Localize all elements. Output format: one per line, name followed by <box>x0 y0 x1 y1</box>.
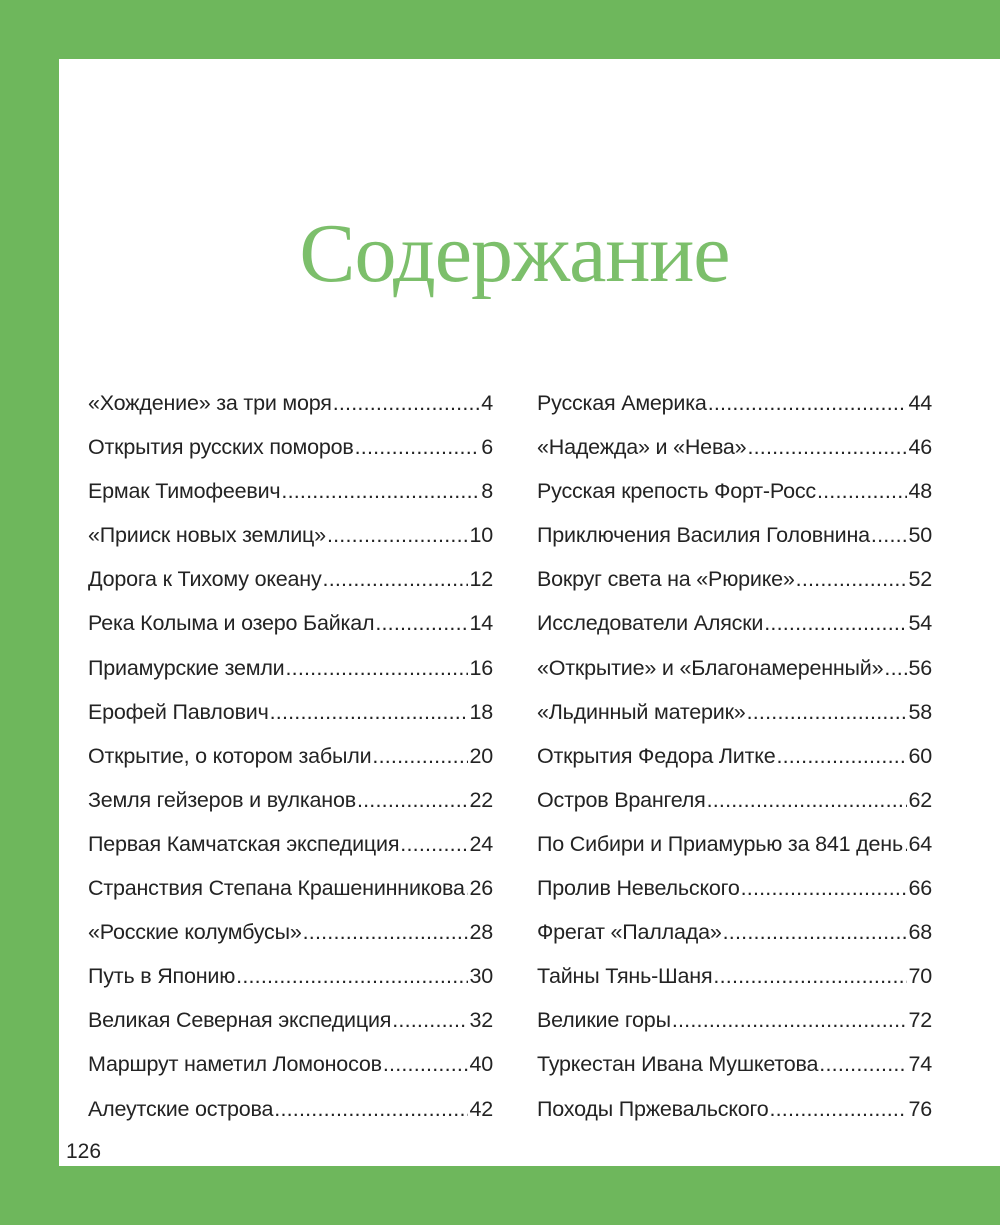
toc-entry <box>537 650 932 694</box>
toc-entry-page: 56 <box>908 655 932 680</box>
toc-entry-label: Алеутские острова <box>88 1096 274 1121</box>
toc-entry-page: 16 <box>469 655 493 680</box>
toc-entry-label: Туркестан Ивана Мушкетова <box>537 1052 819 1077</box>
toc-entry-label: «Открытие» и «Благонамеренный» <box>537 655 884 680</box>
toc-entry <box>537 826 932 870</box>
toc-leader-dots <box>323 567 469 592</box>
toc-entry <box>88 782 493 826</box>
toc-entry-page: 72 <box>908 1008 932 1033</box>
table-of-contents <box>88 385 932 1135</box>
toc-leader-dots <box>270 700 469 725</box>
toc-entry-label: Походы Пржевальского <box>537 1096 769 1121</box>
toc-leader-dots <box>327 523 469 548</box>
toc-entry-page: 26 <box>469 876 493 901</box>
toc-entry-label: «Надежда» и «Нева» <box>537 435 747 460</box>
toc-entry-label: Земля гейзеров и вулканов <box>88 787 356 812</box>
toc-entry-page: 20 <box>469 743 493 768</box>
toc-leader-dots <box>672 1008 908 1033</box>
toc-entry-label: Тайны Тянь-Шаня <box>537 964 713 989</box>
toc-entry-page: 40 <box>469 1052 493 1077</box>
toc-entry-label: Дорога к Тихому океану <box>88 567 322 592</box>
toc-entry <box>88 826 493 870</box>
toc-entry-page: 68 <box>908 920 932 945</box>
toc-entry-label: Маршрут наметил Ломоносов <box>88 1052 382 1077</box>
toc-entry <box>88 958 493 1002</box>
toc-leader-dots <box>281 479 480 504</box>
toc-leader-dots <box>355 435 481 460</box>
toc-entry <box>88 385 493 429</box>
toc-entry-label: Русская крепость Форт-Росс <box>537 479 816 504</box>
toc-entry <box>88 650 493 694</box>
toc-entry-page: 60 <box>908 743 932 768</box>
toc-entry-page: 12 <box>469 567 493 592</box>
toc-leader-dots <box>357 788 469 813</box>
toc-entry-page: 6 <box>481 435 493 460</box>
folio-page-number: 126 <box>66 1140 102 1163</box>
toc-entry-label: Путь в Японию <box>88 964 236 989</box>
toc-leader-dots <box>303 920 469 945</box>
contents-page <box>59 59 1000 1166</box>
toc-entry-label: Пролив Невельского <box>537 876 740 901</box>
toc-leader-dots <box>871 523 908 548</box>
toc-entry-label: Открытия русских поморов <box>88 435 354 460</box>
page-title: Содержание <box>299 207 730 300</box>
toc-leader-dots <box>274 1097 468 1122</box>
toc-entry <box>537 473 932 517</box>
toc-entry <box>537 694 932 738</box>
toc-entry-page: 52 <box>908 567 932 592</box>
toc-entry-label: Великие горы <box>537 1008 671 1033</box>
toc-entry-label: Исследователи Аляски <box>537 611 764 636</box>
toc-entry <box>88 605 493 649</box>
toc-leader-dots <box>333 391 481 416</box>
toc-entry <box>537 517 932 561</box>
toc-entry-label: «Льдинный материк» <box>537 699 746 724</box>
toc-entry <box>88 1002 493 1046</box>
toc-entry <box>88 517 493 561</box>
toc-entry-page: 70 <box>908 964 932 989</box>
toc-leader-dots <box>723 920 908 945</box>
toc-leader-dots <box>236 964 468 989</box>
toc-entry-label: Вокруг света на «Рюрике» <box>537 567 795 592</box>
toc-leader-dots <box>707 788 908 813</box>
toc-entry-page: 4 <box>481 391 493 415</box>
toc-entry-label: Река Колыма и озеро Байкал <box>88 611 375 636</box>
toc-entry-label: Русская Америка <box>537 391 707 415</box>
toc-entry <box>537 914 932 958</box>
toc-leader-dots <box>884 656 907 681</box>
toc-entry <box>537 870 932 914</box>
toc-entry <box>537 782 932 826</box>
toc-entry-page: 42 <box>469 1096 493 1121</box>
toc-entry-page: 74 <box>908 1052 932 1077</box>
toc-entry-label: «Прииск новых землиц» <box>88 523 326 548</box>
toc-entry-label: Приключения Василия Головнина <box>537 523 870 548</box>
toc-entry <box>88 738 493 782</box>
toc-entry-label: «Росские колумбусы» <box>88 920 302 945</box>
toc-entry <box>88 429 493 473</box>
toc-entry <box>88 473 493 517</box>
toc-leader-dots <box>383 1052 469 1077</box>
toc-entry-page: 14 <box>469 611 493 636</box>
toc-leader-dots <box>769 1097 907 1122</box>
toc-entry-label: Остров Врангеля <box>537 787 706 812</box>
toc-entry-page: 30 <box>469 964 493 989</box>
toc-entry <box>537 738 932 782</box>
toc-entry-label: Открытия Федора Литке <box>537 743 776 768</box>
toc-leader-dots <box>713 964 907 989</box>
toc-leader-dots <box>375 611 468 636</box>
toc-entry-page: 44 <box>908 391 932 415</box>
toc-entry <box>537 605 932 649</box>
toc-entry-label: Великая Северная экспедиция <box>88 1008 392 1033</box>
toc-entry-label: По Сибири и Приамурью за 841 день <box>537 831 903 856</box>
toc-entry-label: Первая Камчатская экспедиция <box>88 831 400 856</box>
toc-entry-page: 48 <box>908 479 932 504</box>
toc-entry-page: 8 <box>481 479 493 504</box>
toc-entry <box>88 561 493 605</box>
toc-entry-page: 32 <box>469 1008 493 1033</box>
toc-entry <box>537 1091 932 1135</box>
toc-leader-dots <box>285 656 468 681</box>
toc-entry <box>537 958 932 1002</box>
toc-entry-page: 24 <box>469 831 493 856</box>
toc-entry-page: 66 <box>908 876 932 901</box>
toc-entry-page: 46 <box>908 435 932 460</box>
toc-entry-page: 28 <box>469 920 493 945</box>
toc-entry-page: 58 <box>908 699 932 724</box>
toc-leader-dots <box>817 479 908 504</box>
toc-column-right <box>537 385 932 1135</box>
toc-leader-dots <box>776 744 907 769</box>
toc-leader-dots <box>741 876 908 901</box>
toc-entry <box>88 694 493 738</box>
toc-entry-label: Фрегат «Паллада» <box>537 920 722 945</box>
toc-entry-page: 64 <box>908 831 932 856</box>
toc-entry <box>537 1002 932 1046</box>
toc-entry-page: 18 <box>469 699 493 724</box>
toc-entry <box>88 1046 493 1090</box>
toc-entry-page: 54 <box>908 611 932 636</box>
toc-entry <box>88 870 493 914</box>
toc-leader-dots <box>764 611 907 636</box>
toc-entry-label: Странствия Степана Крашенинникова <box>88 876 465 901</box>
toc-leader-dots <box>819 1052 907 1077</box>
toc-entry <box>537 429 932 473</box>
toc-entry-label: Открытие, о котором забыли <box>88 743 372 768</box>
toc-entry <box>537 1046 932 1090</box>
toc-entry <box>88 914 493 958</box>
toc-entry-label: Ермак Тимофеевич <box>88 479 281 504</box>
toc-leader-dots <box>466 876 469 901</box>
toc-leader-dots <box>400 832 468 857</box>
toc-entry <box>88 1091 493 1135</box>
toc-entry-page: 50 <box>908 523 932 548</box>
toc-entry <box>537 385 932 429</box>
toc-leader-dots <box>372 744 468 769</box>
toc-entry-page: 62 <box>908 787 932 812</box>
toc-entry-page: 22 <box>469 787 493 812</box>
toc-entry-page: 76 <box>908 1096 932 1121</box>
toc-entry <box>537 561 932 605</box>
toc-leader-dots <box>747 700 908 725</box>
toc-entry-page: 10 <box>469 523 493 548</box>
toc-entry-label: Приамурские земли <box>88 655 285 680</box>
toc-leader-dots <box>392 1008 468 1033</box>
toc-leader-dots <box>708 391 908 416</box>
toc-column-left <box>88 385 493 1135</box>
toc-leader-dots <box>796 567 908 592</box>
toc-entry-label: Ерофей Павлович <box>88 699 269 724</box>
toc-leader-dots <box>747 435 907 460</box>
toc-leader-dots <box>904 832 908 857</box>
toc-entry-label: «Хождение» за три моря <box>88 391 332 415</box>
